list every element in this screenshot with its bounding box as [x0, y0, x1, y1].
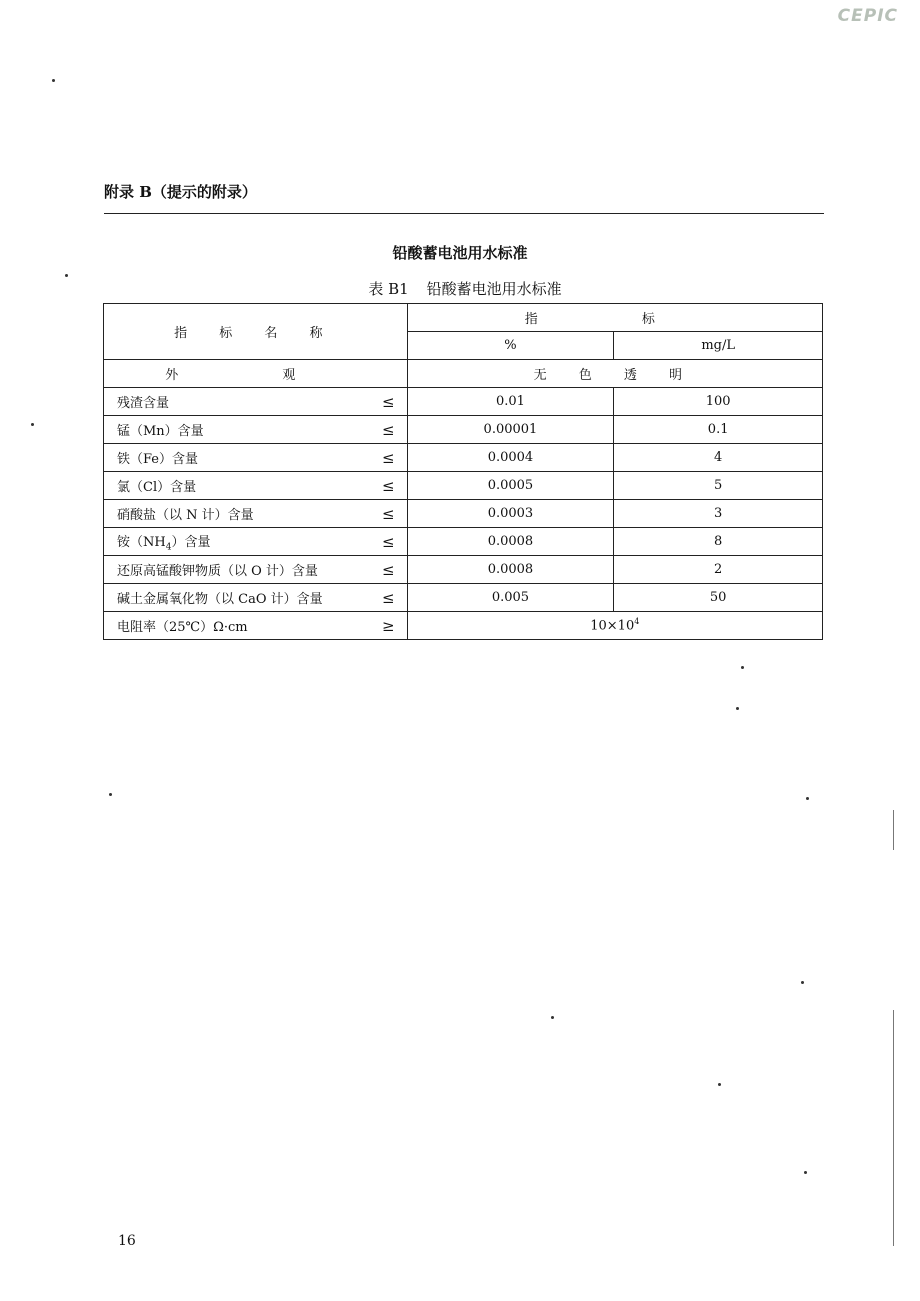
table-caption-title: 铅酸蓄电池用水标准: [426, 280, 562, 298]
scan-speck: [109, 793, 112, 796]
cepic-logo: CEPIC: [837, 6, 898, 26]
less-equal-symbol: ≤: [382, 420, 395, 439]
row-name: 铁（Fe）含量: [117, 452, 199, 467]
appearance-name: 外 观: [104, 360, 408, 388]
row-percent: 0.0004: [407, 444, 614, 472]
table-row-resistivity: [104, 612, 823, 640]
row-name: 硝酸盐（以 N 计）含量: [117, 508, 254, 523]
page-number: 16: [118, 1233, 136, 1249]
header-indicator-name: 指 标 名 称: [104, 304, 408, 360]
row-name: 氯（Cl）含量: [117, 480, 197, 495]
row-percent: 0.0008: [407, 528, 614, 556]
row-name: 铵$(NH_4)$含量: [117, 534, 211, 553]
appearance-value: 无 色 透 明: [407, 360, 822, 388]
less-equal-symbol: ≤: [382, 560, 395, 579]
row-name: 锰（Mn）含量: [117, 424, 204, 439]
less-equal-symbol: ≤: [382, 588, 395, 607]
table-caption: [0, 278, 920, 299]
scan-speck: [718, 1083, 721, 1086]
table-row: [104, 472, 823, 500]
row-percent: 0.01: [407, 388, 614, 416]
scan-edge-line: [893, 810, 894, 850]
row-name: 还原高锰酸钾物质（以 O 计）含量: [117, 564, 318, 579]
scan-speck: [52, 79, 55, 82]
table-row: [104, 528, 823, 556]
resistivity-name: 电阻率（25℃）Ω·cm: [117, 620, 248, 635]
resistivity-value: $10\times 10^4$: [407, 612, 822, 640]
row-mgl: 50: [614, 584, 823, 612]
scan-speck: [736, 707, 739, 710]
section-title: 铅酸蓄电池用水标准: [392, 244, 528, 262]
table-row: [104, 584, 823, 612]
row-mgl: 3: [614, 500, 823, 528]
row-mgl: 4: [614, 444, 823, 472]
row-mgl: 2: [614, 556, 823, 584]
less-equal-symbol: ≤: [382, 476, 395, 495]
scan-speck: [806, 797, 809, 800]
header-rule: [104, 213, 824, 214]
row-percent: 0.0008: [407, 556, 614, 584]
row-mgl: 0.1: [614, 416, 823, 444]
row-mgl: 8: [614, 528, 823, 556]
less-equal-symbol: ≤: [382, 532, 395, 551]
table-row: [104, 388, 823, 416]
less-equal-symbol: ≤: [382, 504, 395, 523]
header-unit-percent: %: [407, 332, 614, 360]
row-percent: 0.0005: [407, 472, 614, 500]
table-row-appearance: [104, 360, 823, 388]
appendix-title: 附录 B（提示的附录）: [104, 183, 257, 201]
row-mgl: 5: [614, 472, 823, 500]
scan-speck: [551, 1016, 554, 1019]
scan-speck: [65, 274, 68, 277]
scan-edge-line: [893, 1010, 894, 1246]
greater-equal-symbol: ≥: [382, 616, 395, 635]
header-unit-mgl: mg/L: [614, 332, 823, 360]
row-percent: 0.0003: [407, 500, 614, 528]
header-indicator: 指 标: [407, 304, 822, 332]
row-mgl: 100: [614, 388, 823, 416]
scan-speck: [741, 666, 744, 669]
row-name: 碱土金属氧化物（以 CaO 计）含量: [117, 592, 323, 607]
less-equal-symbol: ≤: [382, 448, 395, 467]
table-row: [104, 416, 823, 444]
scan-speck: [801, 981, 804, 984]
row-percent: 0.00001: [407, 416, 614, 444]
table-row: [104, 500, 823, 528]
scan-speck: [31, 423, 34, 426]
row-percent: 0.005: [407, 584, 614, 612]
scan-speck: [804, 1171, 807, 1174]
table-row: [104, 556, 823, 584]
water-standard-table: [103, 303, 823, 640]
row-name: 残渣含量: [117, 396, 170, 411]
table-caption-id: 表 B1: [368, 280, 409, 298]
less-equal-symbol: ≤: [382, 392, 395, 411]
table-row: [104, 444, 823, 472]
